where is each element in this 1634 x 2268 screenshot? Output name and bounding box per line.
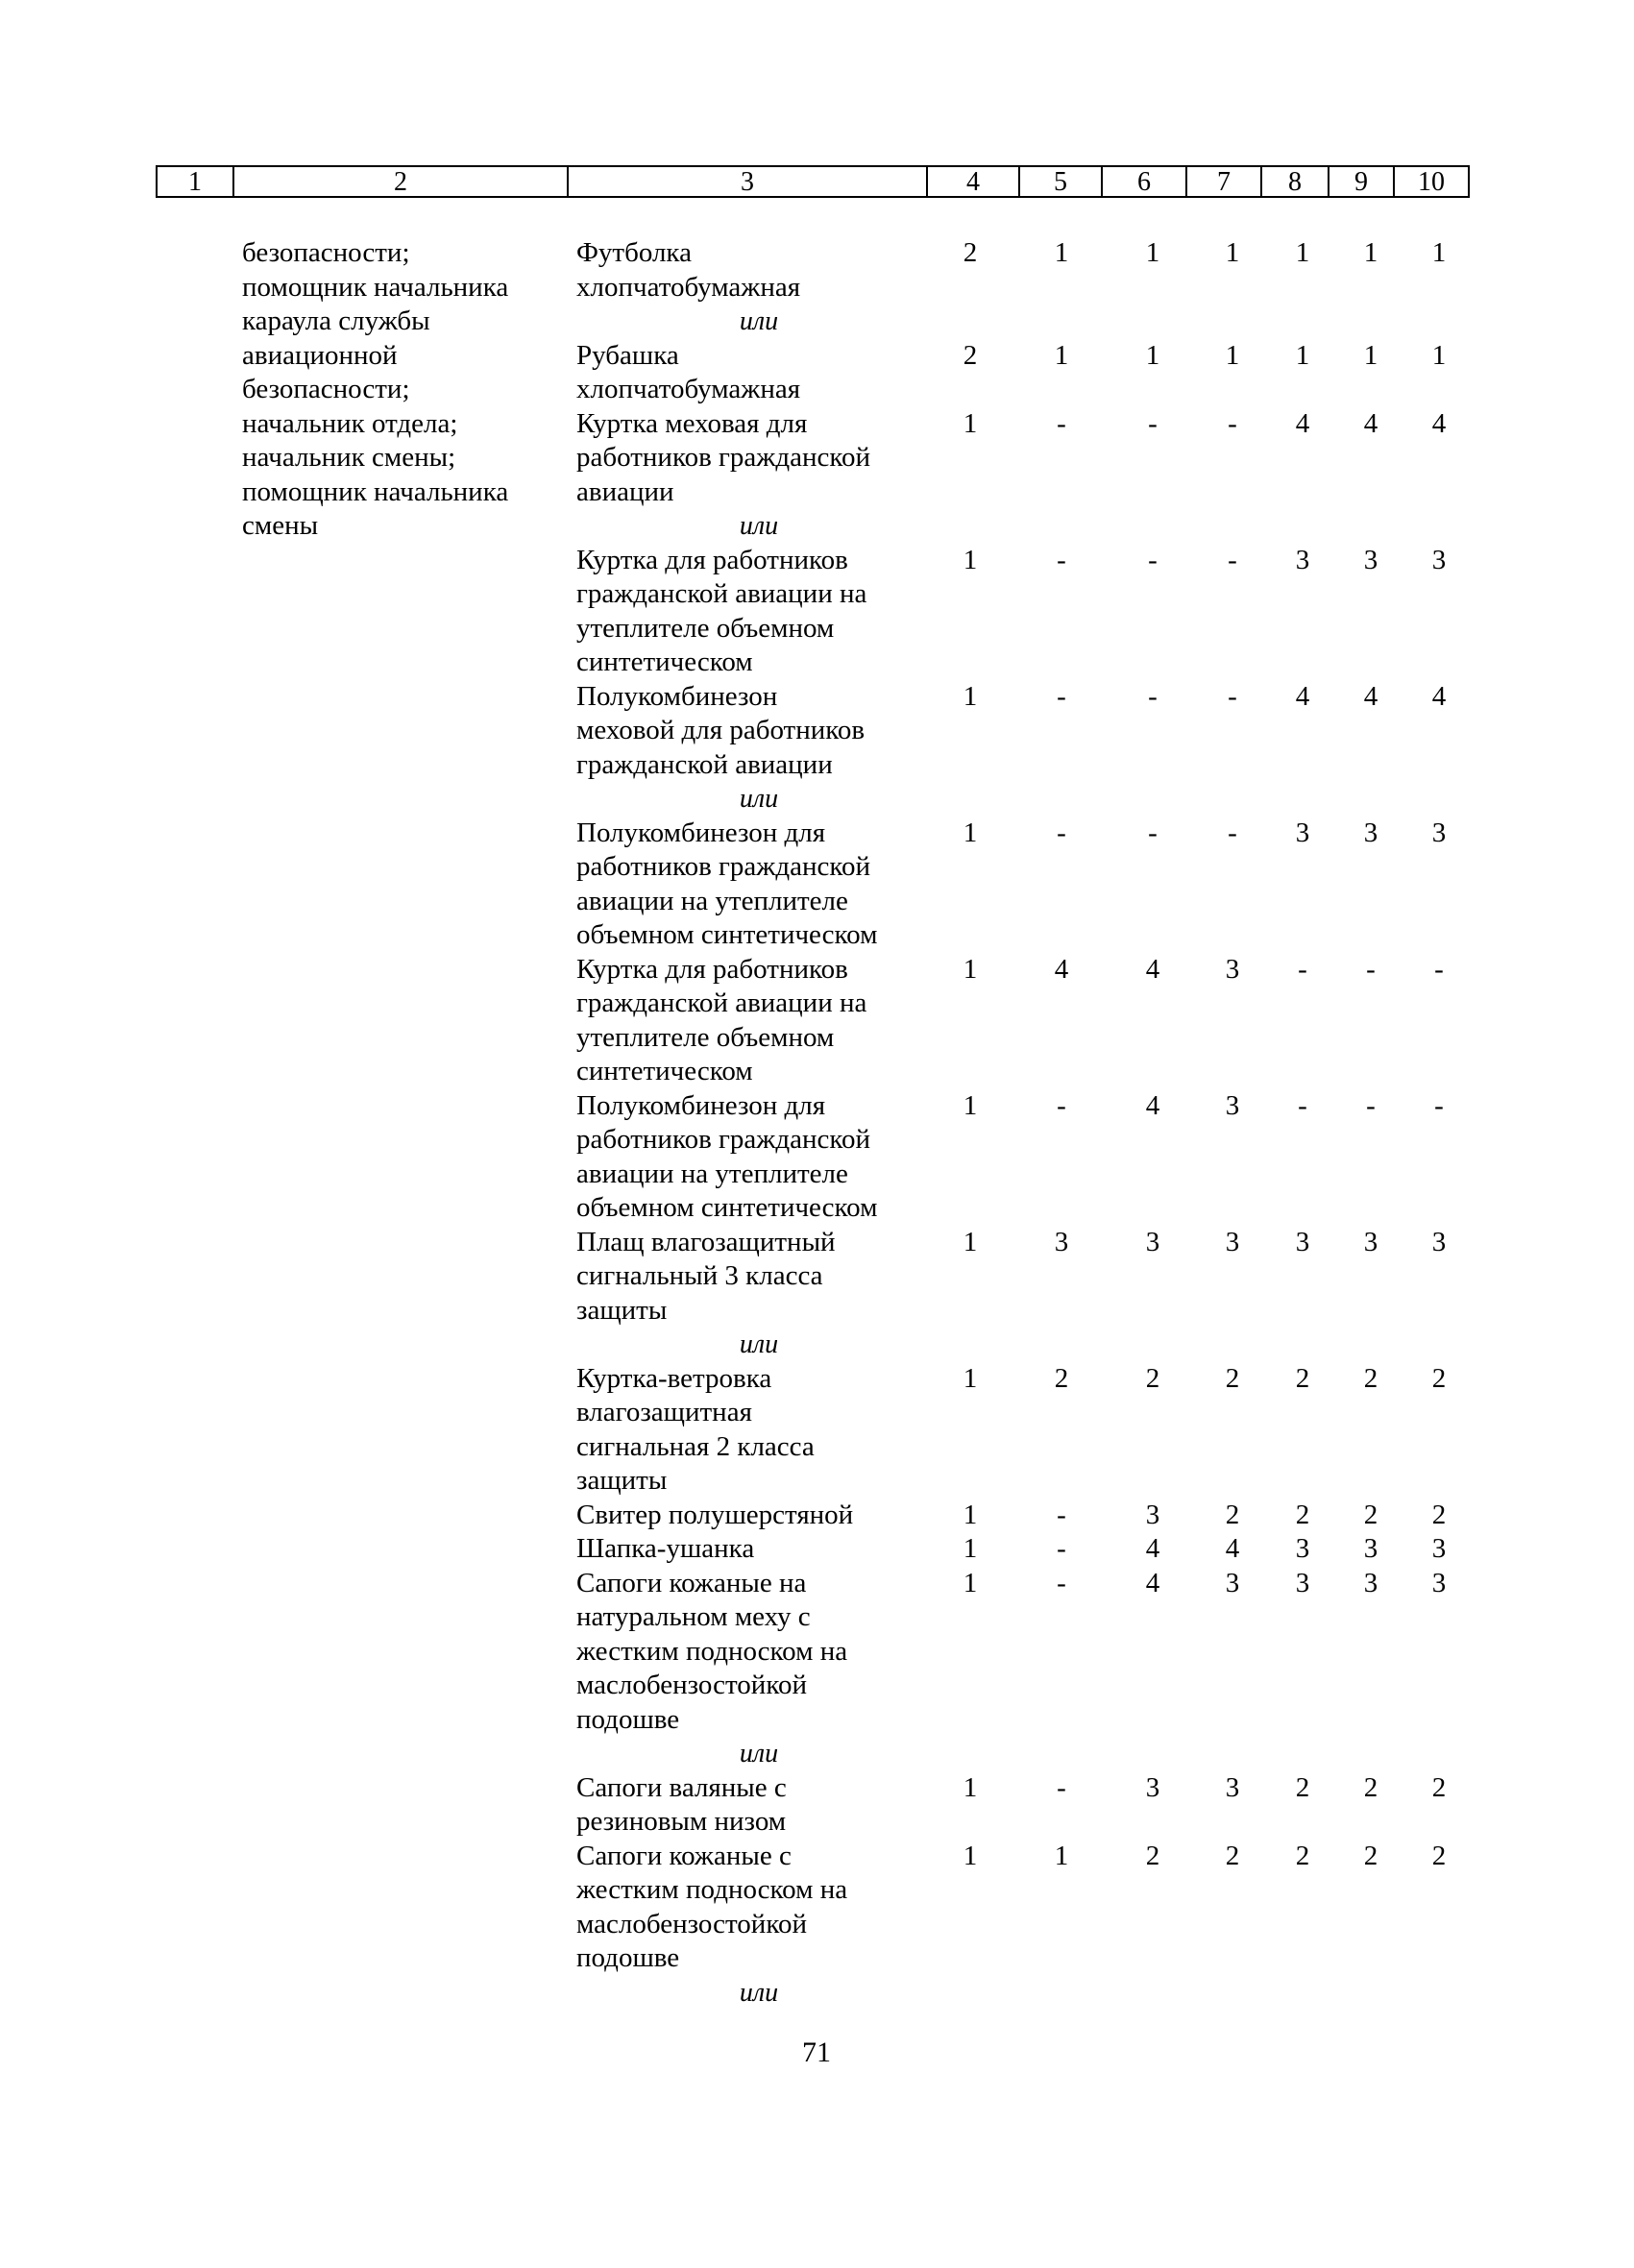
item-value-col-10: - [1434, 953, 1444, 985]
item-value-col-5: - [1057, 407, 1066, 439]
item-value-col-6: 2 [1145, 1840, 1160, 1871]
item-value-col-4: 1 [963, 1840, 978, 1871]
item-value-col-9: 3 [1363, 1533, 1378, 1564]
item-value-col-7: 3 [1225, 953, 1240, 985]
item-value-col-8: 3 [1295, 544, 1310, 575]
item-value-col-6: - [1148, 407, 1158, 439]
item-value-col-9: 3 [1363, 544, 1378, 575]
item-value-col-8: 4 [1295, 407, 1310, 439]
item-value-col-5: 1 [1054, 339, 1069, 371]
item-value-col-10: 3 [1431, 1533, 1447, 1564]
item-value-col-8: 1 [1295, 339, 1310, 371]
item-value-col-7: 4 [1225, 1533, 1240, 1564]
item-value-col-9: - [1366, 1089, 1376, 1121]
position-line: помощник начальника [242, 271, 509, 303]
item-value-col-4: 1 [963, 1533, 978, 1564]
item-value-col-8: 3 [1295, 1567, 1310, 1598]
item-value-col-5: 1 [1054, 1840, 1069, 1871]
header-col-7: 7 [1185, 165, 1262, 198]
item-value-col-9: 3 [1363, 1226, 1378, 1257]
item-name: Сапоги валяные с резиновым низом [576, 1771, 787, 1837]
item-value-col-5: 4 [1054, 953, 1069, 985]
position-line: начальник отдела; [242, 407, 458, 439]
alternative-or-label: или [739, 1977, 779, 2008]
item-value-col-9: 1 [1363, 339, 1378, 371]
item-value-col-8: 2 [1295, 1362, 1310, 1394]
item-value-col-7: 3 [1225, 1567, 1240, 1598]
position-line: караула службы [242, 305, 430, 336]
header-col-10: 10 [1393, 165, 1470, 198]
item-name: Куртка для работников гражданской авиации на утеплителе объемном синтетическом [576, 953, 867, 1086]
position-line: безопасности; [242, 374, 410, 404]
item-name: Рубашка хлопчатобумажная [576, 339, 801, 404]
item-value-col-4: 1 [963, 1567, 978, 1598]
item-value-col-8: 3 [1295, 1226, 1310, 1257]
item-value-col-6: 4 [1145, 953, 1160, 985]
item-value-col-6: 4 [1145, 1567, 1160, 1598]
item-value-col-4: 2 [963, 339, 978, 371]
item-value-col-10: 2 [1431, 1362, 1447, 1394]
item-value-col-6: - [1148, 544, 1158, 575]
page-number: 71 [802, 2036, 831, 2068]
item-value-col-9: 2 [1363, 1840, 1378, 1871]
item-value-col-4: 1 [963, 1499, 978, 1530]
item-value-col-7: 1 [1225, 237, 1240, 268]
item-value-col-4: 1 [963, 817, 978, 848]
header-col-3: 3 [567, 165, 928, 198]
item-value-col-10: 1 [1431, 339, 1447, 371]
item-value-col-6: 4 [1145, 1089, 1160, 1121]
header-col-8: 8 [1260, 165, 1329, 198]
item-value-col-8: 2 [1295, 1499, 1310, 1530]
item-name: Куртка-ветровка влагозащитная сигнальная 2 класса защиты [576, 1362, 815, 1496]
item-value-col-5: - [1057, 1533, 1066, 1564]
item-value-col-5: - [1057, 1089, 1066, 1121]
item-name: Плащ влагозащитный сигнальный 3 класса защиты [576, 1226, 836, 1326]
item-name: Сапоги кожаные на натуральном меху с жестким подноском на маслобензостойкой подошве [576, 1567, 848, 1735]
item-value-col-5: - [1057, 817, 1066, 848]
item-value-col-6: 3 [1145, 1499, 1160, 1530]
item-value-col-10: 1 [1431, 237, 1447, 268]
item-value-col-7: - [1228, 817, 1237, 848]
item-name: Сапоги кожаные с жестким подноском на маслобензостойкой подошве [576, 1840, 848, 1973]
item-name: Футболка хлопчатобумажная [576, 237, 801, 303]
item-value-col-8: 4 [1295, 680, 1310, 712]
item-name: Куртка для работников гражданской авиации на утеплителе объемном синтетическом [576, 544, 867, 677]
item-value-col-8: 2 [1295, 1840, 1310, 1871]
item-value-col-6: 3 [1145, 1226, 1160, 1257]
position-column [242, 236, 508, 544]
item-value-col-5: - [1057, 1771, 1066, 1803]
alternative-or-label: или [739, 511, 779, 541]
item-value-col-4: 1 [963, 1226, 978, 1257]
item-value-col-7: - [1228, 544, 1237, 575]
item-value-col-9: 2 [1363, 1499, 1378, 1530]
item-value-col-9: 3 [1363, 817, 1378, 848]
item-value-col-4: 1 [963, 1362, 978, 1394]
item-value-col-8: - [1298, 953, 1307, 985]
item-value-col-6: 1 [1145, 237, 1160, 268]
item-name: Полукомбинезон для работников гражданской авиации на утеплителе объемном синтетическом [576, 817, 878, 950]
item-value-col-7: 3 [1225, 1226, 1240, 1257]
item-value-col-10: 4 [1431, 407, 1447, 439]
item-value-col-6: - [1148, 817, 1158, 848]
item-value-col-8: 3 [1295, 1533, 1310, 1564]
item-value-col-9: 3 [1363, 1567, 1378, 1598]
item-value-col-9: 2 [1363, 1771, 1378, 1803]
item-value-col-9: - [1366, 953, 1376, 985]
item-name: Свитер полушерстяной [576, 1499, 854, 1530]
item-value-col-7: - [1228, 407, 1237, 439]
item-name: Куртка меховая для работников гражданской авиации [576, 407, 870, 507]
item-value-col-10: - [1434, 1089, 1444, 1121]
item-value-col-7: 2 [1225, 1840, 1240, 1871]
item-value-col-7: 3 [1225, 1771, 1240, 1803]
header-col-1: 1 [156, 165, 234, 198]
item-value-col-4: 1 [963, 1089, 978, 1121]
position-line: смены [242, 510, 319, 541]
item-value-col-5: - [1057, 544, 1066, 575]
item-value-col-7: - [1228, 680, 1237, 712]
item-value-col-4: 1 [963, 407, 978, 439]
item-value-col-10: 4 [1431, 680, 1447, 712]
item-value-col-10: 2 [1431, 1840, 1447, 1871]
item-value-col-9: 4 [1363, 407, 1378, 439]
item-value-col-6: 4 [1145, 1533, 1160, 1564]
item-value-col-5: - [1057, 680, 1066, 712]
header-col-6: 6 [1101, 165, 1187, 198]
item-value-col-8: 3 [1295, 817, 1310, 848]
item-value-col-6: 2 [1145, 1362, 1160, 1394]
alternative-or-label: или [739, 1739, 779, 1768]
item-value-col-5: 1 [1054, 237, 1069, 268]
item-value-col-10: 3 [1431, 817, 1447, 848]
item-value-col-4: 1 [963, 544, 978, 575]
item-value-col-9: 2 [1363, 1362, 1378, 1394]
item-value-col-8: - [1298, 1089, 1307, 1121]
item-value-col-7: 2 [1225, 1362, 1240, 1394]
item-name: Полукомбинезон меховой для работников гражданской авиации [576, 680, 866, 780]
alternative-or-label: или [739, 1329, 779, 1359]
item-name: Шапка-ушанка [576, 1533, 755, 1564]
alternative-or-label: или [739, 784, 779, 814]
item-value-col-10: 2 [1431, 1499, 1447, 1530]
position-line: безопасности; [242, 237, 410, 268]
item-value-col-8: 1 [1295, 237, 1310, 268]
header-col-5: 5 [1018, 165, 1103, 198]
item-value-col-6: 3 [1145, 1771, 1160, 1803]
item-value-col-6: - [1148, 680, 1158, 712]
item-value-col-9: 1 [1363, 237, 1378, 268]
item-value-col-5: 2 [1054, 1362, 1069, 1394]
item-value-col-5: 3 [1054, 1226, 1069, 1257]
item-value-col-10: 2 [1431, 1771, 1447, 1803]
item-value-col-7: 1 [1225, 339, 1240, 371]
item-value-col-4: 1 [963, 953, 978, 985]
item-name: Полукомбинезон для работников гражданской авиации на утеплителе объемном синтетическом [576, 1089, 878, 1223]
item-value-col-10: 3 [1431, 1226, 1447, 1257]
item-value-col-6: 1 [1145, 339, 1160, 371]
position-line: начальник смены; [242, 442, 456, 473]
header-col-4: 4 [926, 165, 1020, 198]
item-value-col-8: 2 [1295, 1771, 1310, 1803]
alternative-or-label: или [739, 306, 779, 336]
item-value-col-5: - [1057, 1567, 1066, 1598]
item-value-col-10: 3 [1431, 544, 1447, 575]
header-col-9: 9 [1328, 165, 1395, 198]
header-col-2: 2 [232, 165, 569, 198]
item-value-col-5: - [1057, 1499, 1066, 1530]
item-value-col-7: 2 [1225, 1499, 1240, 1530]
item-value-col-7: 3 [1225, 1089, 1240, 1121]
item-value-col-4: 2 [963, 237, 978, 268]
position-line: помощник начальника [242, 476, 509, 507]
item-value-col-4: 1 [963, 680, 978, 712]
position-line: авиационной [242, 339, 398, 371]
item-value-col-4: 1 [963, 1771, 978, 1803]
item-value-col-10: 3 [1431, 1567, 1447, 1598]
item-value-col-9: 4 [1363, 680, 1378, 712]
